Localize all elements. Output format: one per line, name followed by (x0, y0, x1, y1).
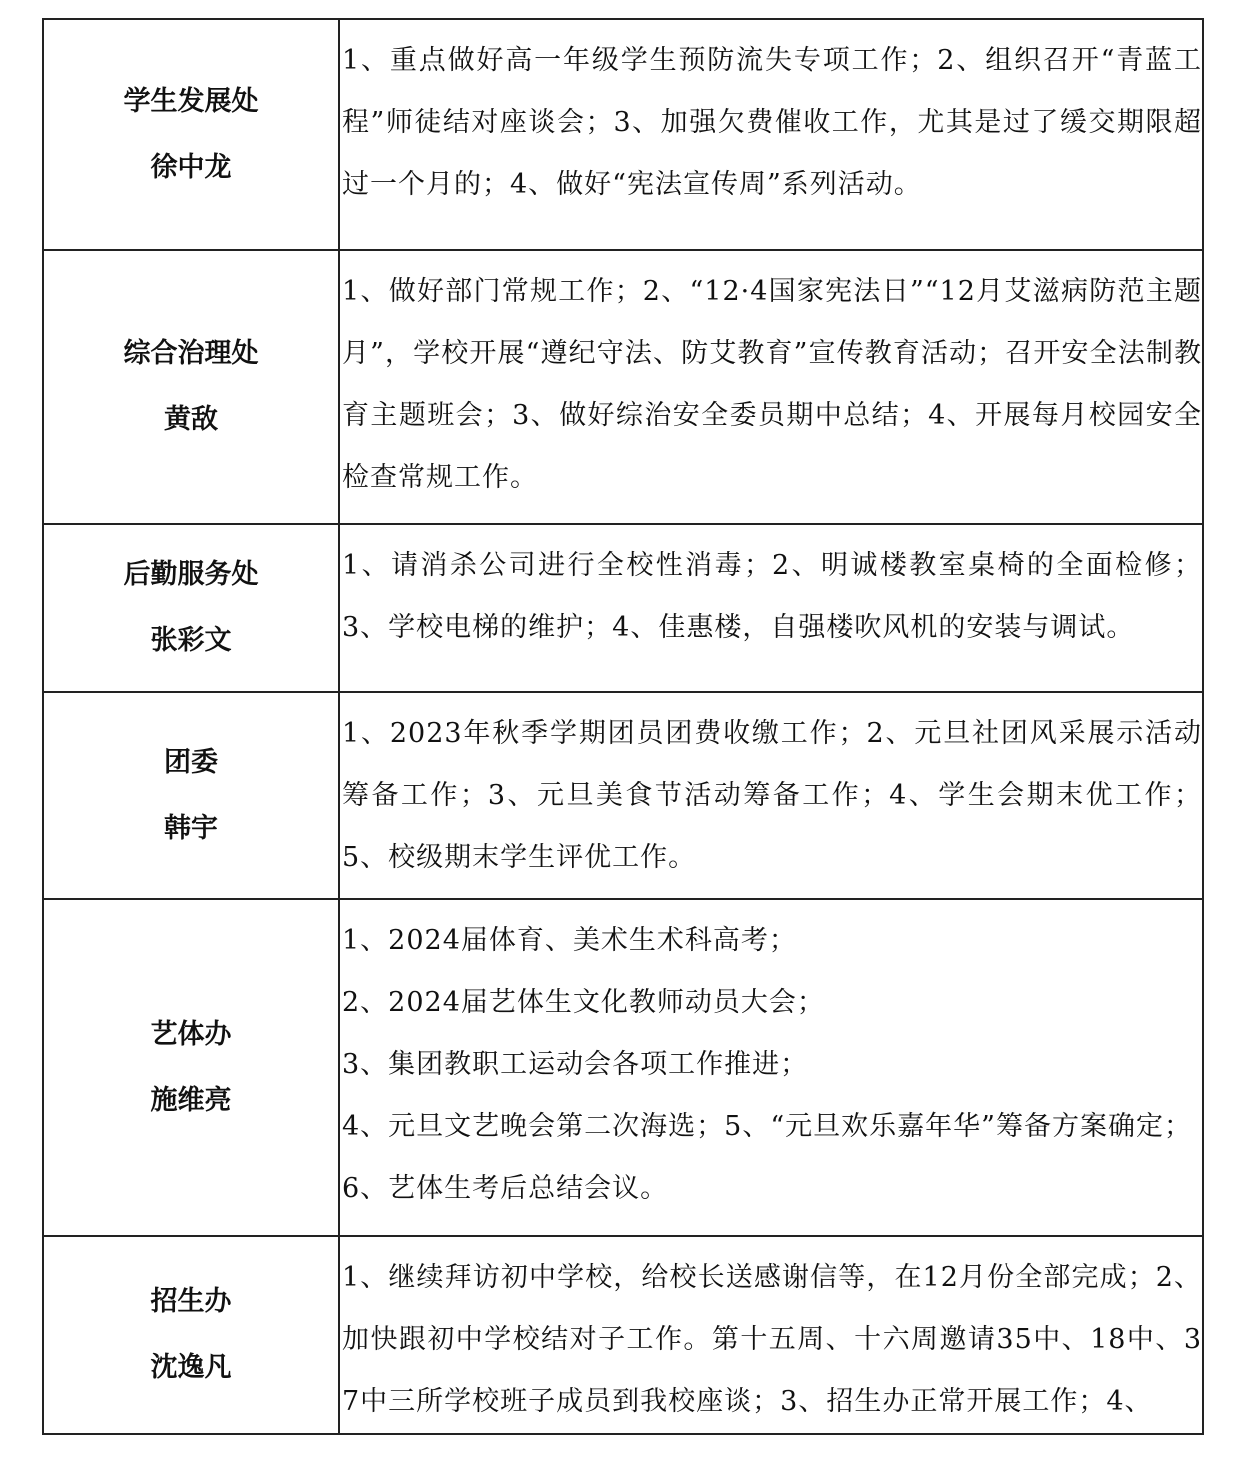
table-row (43, 19, 1203, 250)
table-row (43, 1236, 1203, 1434)
department-cell (43, 899, 339, 1236)
table-row (43, 250, 1203, 524)
department-cell (43, 1236, 339, 1434)
list-item: 2、2024届艺体生文化教师动员大会； (342, 987, 825, 1018)
work-plan-table (42, 18, 1204, 1435)
list-item: 6、艺体生考后总结会议。 (342, 1173, 669, 1204)
work-content: 1、请消杀公司进行全校性消毒；2、明诚楼教室桌椅的全面检修；3、学校电梯的维护；4、佳惠楼，自强楼吹风机的安装与调试。 (339, 524, 1203, 692)
table-row (43, 899, 1203, 1236)
department-cell (43, 19, 339, 250)
table-row (43, 692, 1203, 899)
list-item: 4、元旦文艺晚会第二次海选；5、“元旦欢乐嘉年华”筹备方案确定； (342, 1111, 1192, 1142)
department-name: 艺体办 (150, 1018, 232, 1050)
person-name: 徐中龙 (150, 151, 232, 183)
work-content: 1、重点做好高一年级学生预防流失专项工作；2、组织召开“青蓝工程”师徒结对座谈会；3、加强欠费催收工作，尤其是过了缓交期限超过一个月的；4、做好“宪法宣传周”系列活动。 (339, 19, 1203, 250)
work-content-list (339, 899, 1203, 1236)
table-row (43, 524, 1203, 692)
person-name: 黄敌 (164, 404, 218, 435)
department-name: 后勤服务处 (123, 559, 259, 590)
department-cell (43, 250, 339, 524)
work-content: 1、做好部门常规工作；2、“12·4国家宪法日”“12月艾滋病防范主题月”，学校开展“遵纪守法、防艾教育”宣传教育活动；召开安全法制教育主题班会；3、做好综治安全委员期中总结；4、开展每月校园安全检查常规工作。 (339, 250, 1203, 524)
person-name: 沈逸凡 (150, 1352, 232, 1383)
department-name: 学生发展处 (123, 85, 259, 117)
department-name: 综合治理处 (123, 338, 259, 369)
department-name: 团委 (164, 746, 218, 778)
department-cell (43, 692, 339, 899)
list-item: 3、集团教职工运动会各项工作推进； (342, 1049, 809, 1080)
person-name: 韩宇 (164, 812, 218, 844)
department-name: 招生办 (150, 1286, 232, 1317)
work-content: 1、2023年秋季学期团员团费收缴工作；2、元旦社团风采展示活动筹备工作；3、元旦美食节活动筹备工作；4、学生会期末优工作；5、校级期末学生评优工作。 (339, 692, 1203, 899)
list-item: 1、2024届体育、美术生术科高考； (342, 925, 797, 956)
person-name: 张彩文 (150, 625, 232, 656)
work-content: 1、继续拜访初中学校，给校长送感谢信等，在12月份全部完成；2、加快跟初中学校结对子工作。第十五周、十六周邀请35中、18中、37中三所学校班子成员到我校座谈；3、招生办正常开展工作；4、 (339, 1236, 1203, 1434)
department-cell (43, 524, 339, 692)
person-name: 施维亮 (150, 1084, 232, 1116)
